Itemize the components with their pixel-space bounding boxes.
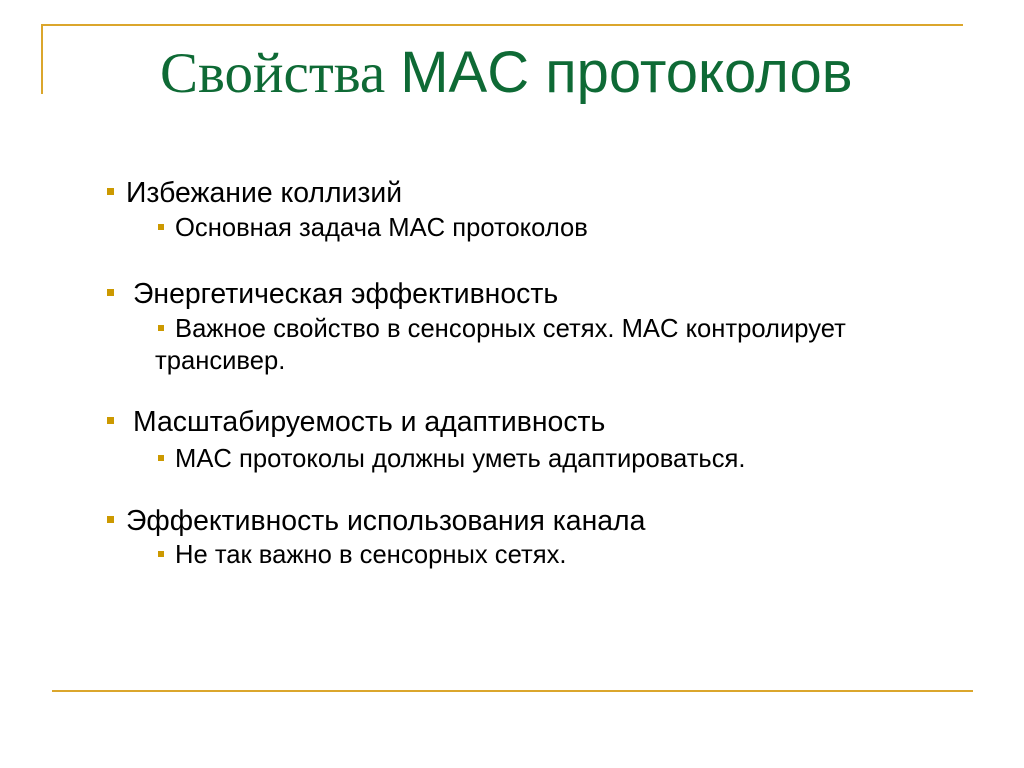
- square-bullet-icon: [158, 551, 164, 557]
- square-bullet-icon: [158, 325, 164, 331]
- square-bullet-icon: [107, 188, 114, 195]
- title-serif-part: Свойства: [160, 42, 386, 105]
- bullet-text: Избежание коллизий: [126, 177, 403, 209]
- square-bullet-icon: [107, 417, 114, 424]
- square-bullet-icon: [107, 289, 114, 296]
- slide-title: [160, 40, 853, 107]
- bullet-text: Масштабируемость и адаптивность: [133, 406, 606, 438]
- square-bullet-icon: [107, 516, 114, 523]
- square-bullet-icon: [158, 224, 164, 230]
- sub-bullet-text: Основная задача MAC протоколов: [175, 214, 588, 242]
- left-rule: [41, 24, 43, 94]
- sub-bullet-text: Важное свойство в сенсорных сетях. MAC контролирует трансивер.: [155, 315, 846, 375]
- bullet-item: [126, 277, 558, 311]
- sub-bullet-text: MAC протоколы должны уметь адаптироваться.: [175, 445, 746, 473]
- sub-bullet-item: [155, 212, 885, 244]
- bullet-text: Энергетическая эффективность: [133, 278, 559, 310]
- sub-bullet-item: [155, 539, 885, 571]
- bottom-rule: [52, 690, 973, 692]
- sub-bullet-item: [155, 443, 885, 475]
- square-bullet-icon: [158, 455, 164, 461]
- sub-bullet-item: [155, 313, 885, 377]
- top-rule: [41, 24, 963, 26]
- bullet-item: [126, 405, 605, 439]
- bullet-item: [126, 504, 645, 538]
- title-sans-part: MAC протоколов: [400, 40, 853, 105]
- sub-bullet-text: Не так важно в сенсорных сетях.: [175, 541, 567, 569]
- bullet-text: Эффективность использования канала: [126, 505, 646, 537]
- bullet-item: [126, 176, 402, 210]
